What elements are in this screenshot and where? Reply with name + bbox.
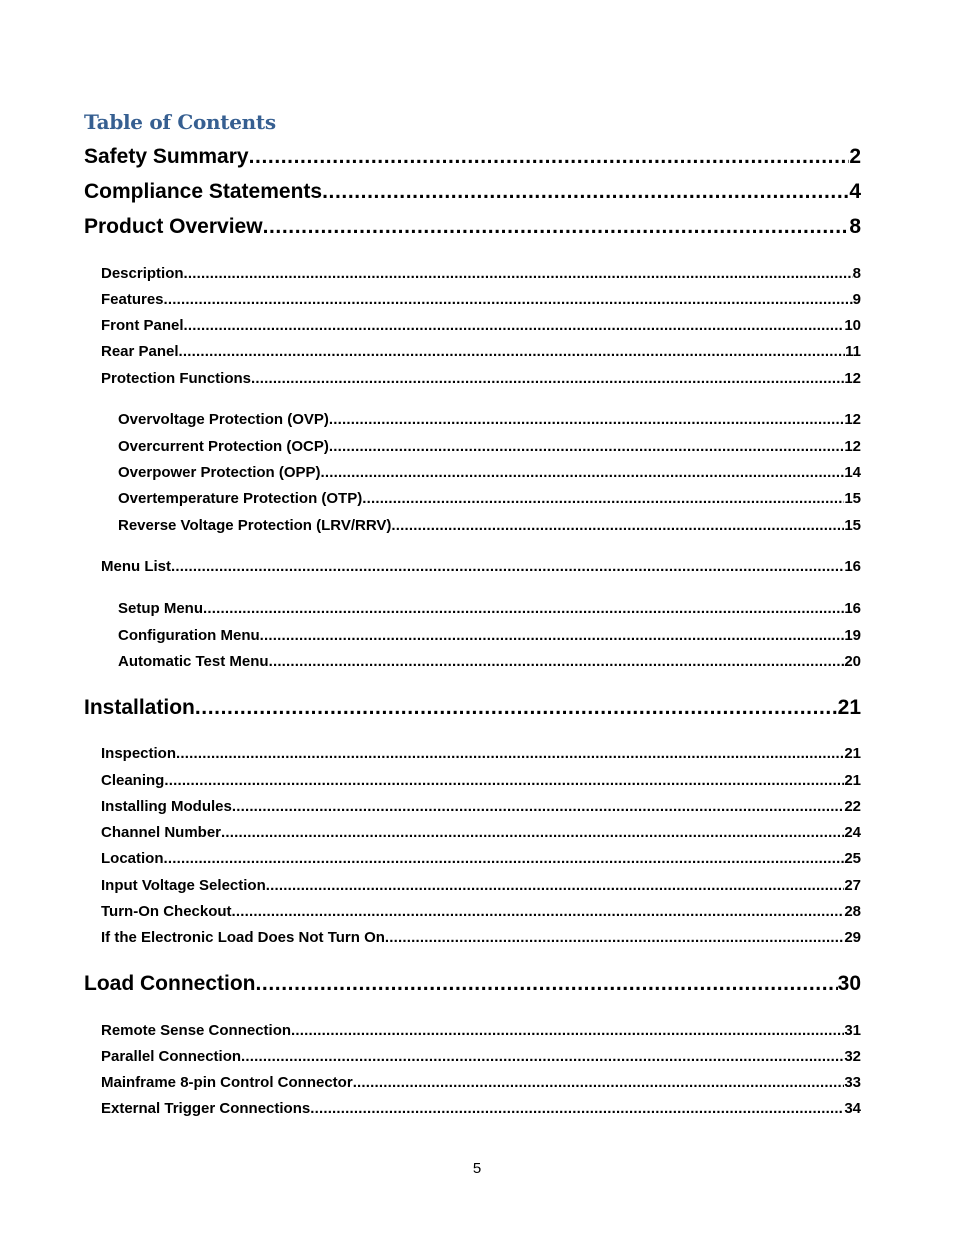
leader-dots: [249, 144, 850, 170]
leader-dots: [221, 823, 844, 843]
toc-entry[interactable]: [101, 290, 861, 310]
toc-entry-label: Setup Menu: [118, 600, 203, 617]
toc-entry[interactable]: [101, 849, 861, 869]
toc-entry-page: 21: [844, 772, 861, 789]
toc-entry[interactable]: [101, 369, 861, 389]
toc-entry-label: Features: [101, 291, 164, 308]
toc-entry-label: Overpower Protection (OPP): [118, 464, 321, 481]
leader-dots: [385, 928, 844, 948]
toc-entry[interactable]: [118, 516, 861, 536]
leader-dots: [184, 264, 853, 284]
toc-entry[interactable]: [101, 342, 861, 362]
toc-entry-page: 31: [844, 1022, 861, 1039]
toc-entry-page: 8: [852, 265, 861, 282]
toc-entry-label: Protection Functions: [101, 370, 251, 387]
leader-dots: [263, 214, 850, 240]
toc-entry-label: Compliance Statements: [84, 180, 323, 203]
toc-entry-label: Remote Sense Connection: [101, 1022, 292, 1039]
toc-entry-page: 2: [849, 145, 861, 168]
toc-entry-label: Configuration Menu: [118, 627, 260, 644]
toc-entry-page: 25: [844, 850, 861, 867]
toc-entry-label: Inspection: [101, 745, 177, 762]
page-number: 5: [472, 1160, 482, 1177]
toc-entry[interactable]: [101, 1073, 861, 1093]
toc-entry-label: External Trigger Connections: [101, 1100, 311, 1117]
leader-dots: [195, 695, 838, 721]
leader-dots: [329, 437, 844, 457]
toc-entry[interactable]: [118, 652, 861, 672]
leader-dots: [291, 1021, 844, 1041]
toc-entry-label: Reverse Voltage Protection (LRV/RRV): [118, 517, 392, 534]
toc-entry-page: 22: [844, 798, 861, 815]
toc-entry-page: 12: [844, 438, 861, 455]
toc-entry[interactable]: [84, 179, 861, 205]
leader-dots: [171, 557, 844, 577]
toc-entry[interactable]: [118, 463, 861, 483]
toc-entry-page: 11: [845, 343, 861, 360]
toc-entry-label: Mainframe 8-pin Control Connector: [101, 1074, 353, 1091]
toc-entry-page: 30: [837, 972, 861, 995]
leader-dots: [391, 516, 844, 536]
toc-entry[interactable]: [101, 771, 861, 791]
toc-entry[interactable]: [101, 1047, 861, 1067]
toc-entry-label: Channel Number: [101, 824, 222, 841]
toc-entry-page: 4: [849, 180, 861, 203]
leader-dots: [353, 1073, 845, 1093]
leader-dots: [241, 1047, 844, 1067]
toc-entry[interactable]: [118, 626, 861, 646]
leader-dots: [321, 463, 845, 483]
toc-entry-page: 10: [844, 317, 861, 334]
leader-dots: [269, 652, 845, 672]
leader-dots: [322, 179, 849, 205]
toc-entry-page: 9: [852, 291, 861, 308]
leader-dots: [329, 410, 844, 430]
toc-entry[interactable]: [101, 264, 861, 284]
toc-entry[interactable]: [118, 489, 861, 509]
toc-entry-page: 33: [844, 1074, 861, 1091]
leader-dots: [256, 971, 838, 997]
toc-entry[interactable]: [101, 928, 861, 948]
toc-entry-page: 34: [844, 1100, 861, 1117]
leader-dots: [164, 771, 844, 791]
toc-entry-label: If the Electronic Load Does Not Turn On: [101, 929, 385, 946]
leader-dots: [310, 1099, 844, 1119]
toc-entry-label: Cleaning: [101, 772, 165, 789]
toc-entry[interactable]: [84, 214, 861, 240]
toc-entry[interactable]: [101, 1099, 861, 1119]
leader-dots: [260, 626, 845, 646]
toc-entry[interactable]: [84, 695, 861, 721]
toc-entry-page: 12: [844, 411, 861, 428]
toc-entry-label: Input Voltage Selection: [101, 877, 266, 894]
toc-entry-label: Parallel Connection: [101, 1048, 242, 1065]
toc-entry-page: 15: [844, 517, 861, 534]
toc-entry-label: Description: [101, 265, 184, 282]
toc-entry[interactable]: [101, 744, 861, 764]
toc-entry-label: Rear Panel: [101, 343, 179, 360]
toc-entry[interactable]: [101, 797, 861, 817]
toc-title: Table of Contents: [84, 110, 276, 134]
leader-dots: [266, 876, 845, 896]
toc-entry-page: 20: [844, 653, 861, 670]
toc-entry-page: 15: [844, 490, 861, 507]
toc-entry[interactable]: [84, 144, 861, 170]
toc-entry-label: Overvoltage Protection (OVP): [118, 411, 329, 428]
toc-entry[interactable]: [101, 557, 861, 577]
toc-entry[interactable]: [101, 902, 861, 922]
toc-entry[interactable]: [84, 971, 861, 997]
toc-entry-label: Front Panel: [101, 317, 184, 334]
toc-entry-label: Overcurrent Protection (OCP): [118, 438, 329, 455]
toc-entry-page: 19: [844, 627, 861, 644]
toc-entry-label: Turn-On Checkout: [101, 903, 232, 920]
toc-entry-label: Load Connection: [84, 972, 256, 995]
toc-entry-page: 21: [837, 696, 861, 719]
toc-entry-page: 16: [844, 558, 861, 575]
toc-entry-page: 14: [844, 464, 861, 481]
leader-dots: [362, 489, 844, 509]
toc-entry-label: Overtemperature Protection (OTP): [118, 490, 363, 507]
toc-entry-label: Menu List: [101, 558, 171, 575]
toc-entry-page: 8: [849, 215, 861, 238]
toc-entry[interactable]: [101, 823, 861, 843]
toc-entry-label: Installation: [84, 696, 195, 719]
toc-entry[interactable]: [118, 437, 861, 457]
toc-entry[interactable]: [101, 1021, 861, 1041]
toc-entry-page: 16: [844, 600, 861, 617]
toc-entry-page: 12: [844, 370, 861, 387]
toc-entry[interactable]: [101, 316, 861, 336]
leader-dots: [251, 369, 844, 389]
leader-dots: [164, 290, 853, 310]
leader-dots: [203, 599, 844, 619]
toc-entry-page: 32: [844, 1048, 861, 1065]
toc-entry[interactable]: [118, 599, 861, 619]
toc-entry-label: Safety Summary: [84, 145, 249, 168]
toc-entry-page: 28: [844, 903, 861, 920]
toc-entry-page: 27: [844, 877, 861, 894]
leader-dots: [232, 797, 844, 817]
leader-dots: [176, 744, 844, 764]
leader-dots: [184, 316, 845, 336]
toc-entry-page: 29: [844, 929, 861, 946]
toc-entry[interactable]: [101, 876, 861, 896]
toc-entry-label: Installing Modules: [101, 798, 232, 815]
leader-dots: [179, 342, 846, 362]
toc-entry-page: 24: [844, 824, 861, 841]
toc-entry-label: Product Overview: [84, 215, 263, 238]
toc-entry-page: 21: [844, 745, 861, 762]
toc-entry[interactable]: [118, 410, 861, 430]
leader-dots: [232, 902, 845, 922]
leader-dots: [164, 849, 845, 869]
toc-entry-label: Location: [101, 850, 164, 867]
toc-entry-label: Automatic Test Menu: [118, 653, 269, 670]
